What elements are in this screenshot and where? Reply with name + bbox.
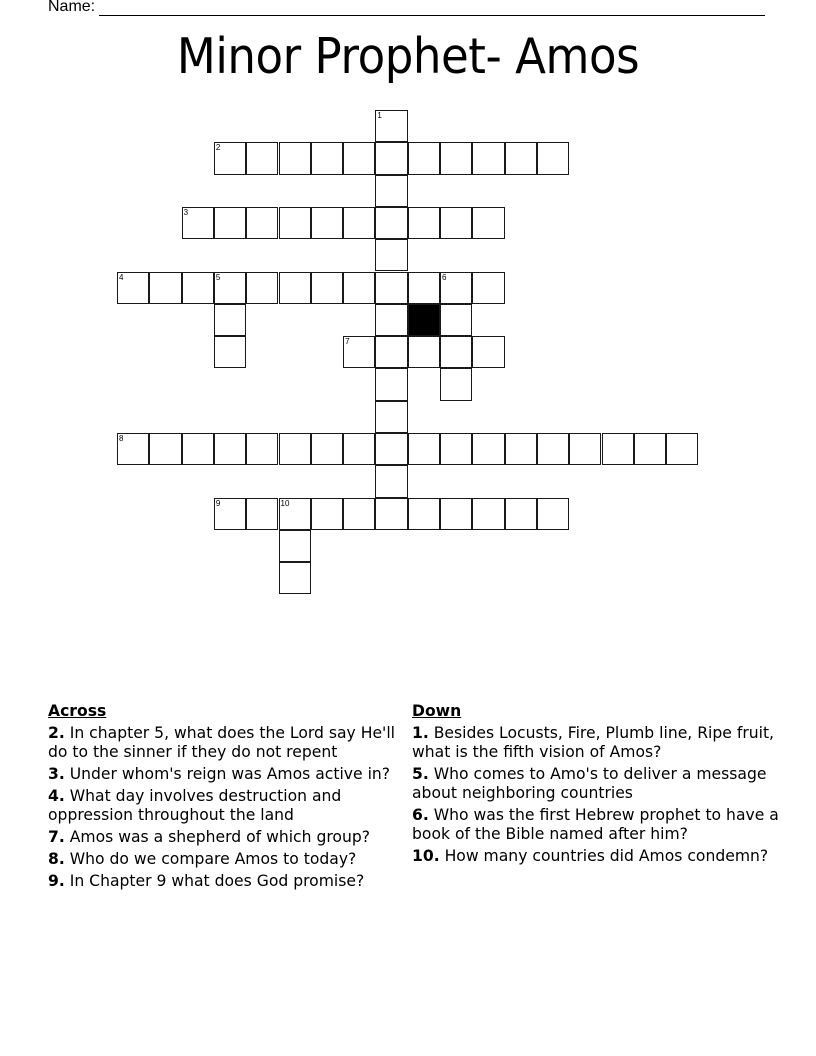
clue-number-label: 5.: [412, 765, 429, 783]
down-clue: [412, 806, 782, 844]
grid-cell[interactable]: [311, 433, 343, 465]
grid-cell[interactable]: [279, 142, 311, 174]
grid-cell[interactable]: [505, 498, 537, 530]
across-clues: [48, 702, 408, 891]
grid-cell[interactable]: [214, 142, 246, 174]
grid-cell[interactable]: [279, 207, 311, 239]
name-blank-line[interactable]: [99, 1, 765, 16]
grid-cell[interactable]: [569, 433, 601, 465]
grid-cell[interactable]: [279, 562, 311, 594]
down-heading: Down: [412, 702, 462, 720]
grid-cell[interactable]: [440, 336, 472, 368]
grid-cell[interactable]: [408, 272, 440, 304]
clue-text: Besides Locusts, Fire, Plumb line, Ripe fruit, what is the fifth vision of Amos?: [412, 724, 775, 761]
grid-cell[interactable]: [214, 304, 246, 336]
clue-number-label: 1.: [412, 724, 429, 742]
grid-cell[interactable]: [472, 272, 504, 304]
across-clue: [48, 872, 408, 891]
grid-cell[interactable]: [375, 498, 407, 530]
clue-text: Amos was a shepherd of which group?: [64, 828, 371, 846]
down-clue: [412, 847, 782, 866]
name-field: [48, 0, 765, 16]
grid-cell[interactable]: [375, 401, 407, 433]
grid-cell[interactable]: [472, 433, 504, 465]
grid-cell[interactable]: [440, 207, 472, 239]
down-clue: [412, 724, 782, 762]
grid-cell[interactable]: [246, 272, 278, 304]
clue-number: 7: [345, 337, 350, 347]
clue-number-label: 2.: [48, 724, 65, 742]
clue-text: Under whom's reign was Amos active in?: [64, 765, 391, 783]
clue-number: 6: [442, 272, 447, 282]
clue-text: What day involves destruction and oppression throughout the land: [48, 787, 342, 824]
grid-cell[interactable]: [472, 142, 504, 174]
grid-cell[interactable]: [343, 336, 375, 368]
grid-cell[interactable]: [246, 498, 278, 530]
clue-text: In chapter 5, what does the Lord say He'll do to the sinner if they do not repent: [48, 724, 396, 761]
black-cell: [408, 304, 440, 336]
grid-cell[interactable]: [440, 142, 472, 174]
down-clues: [412, 702, 782, 866]
grid-cell[interactable]: [375, 175, 407, 207]
grid-cell[interactable]: [311, 207, 343, 239]
grid-cell[interactable]: [375, 433, 407, 465]
page-title: Minor Prophet- Amos: [176, 28, 640, 85]
grid-cell[interactable]: [214, 272, 246, 304]
grid-cell[interactable]: [117, 433, 149, 465]
grid-cell[interactable]: [279, 530, 311, 562]
grid-cell[interactable]: [279, 272, 311, 304]
grid-cell[interactable]: [440, 498, 472, 530]
grid-cell[interactable]: [408, 336, 440, 368]
grid-cell[interactable]: [666, 433, 698, 465]
clue-number: 1: [377, 111, 382, 120]
grid-cell[interactable]: [408, 498, 440, 530]
grid-cell[interactable]: [214, 433, 246, 465]
clue-text: In Chapter 9 what does God promise?: [64, 872, 365, 890]
grid-cell[interactable]: [149, 433, 181, 465]
grid-cell[interactable]: [214, 336, 246, 368]
grid-cell[interactable]: [311, 498, 343, 530]
grid-cell[interactable]: [343, 142, 375, 174]
grid-cell[interactable]: [472, 336, 504, 368]
grid-cell[interactable]: [537, 498, 569, 530]
grid-cell[interactable]: [375, 207, 407, 239]
grid-cell[interactable]: [149, 272, 181, 304]
across-clue: [48, 724, 408, 762]
grid-cell[interactable]: [537, 433, 569, 465]
across-clue: [48, 787, 408, 825]
grid-cell[interactable]: [246, 207, 278, 239]
grid-cell[interactable]: [343, 207, 375, 239]
grid-cell[interactable]: [472, 207, 504, 239]
grid-cell[interactable]: [408, 142, 440, 174]
grid-cell[interactable]: [375, 110, 407, 142]
clue-number-label: 10.: [412, 847, 440, 865]
grid-cell[interactable]: [182, 207, 214, 239]
across-clue: [48, 850, 408, 869]
grid-cell[interactable]: [408, 433, 440, 465]
clue-number: 10: [280, 498, 290, 508]
grid-cell[interactable]: [375, 239, 407, 271]
grid-cell[interactable]: [440, 304, 472, 336]
grid-cell[interactable]: [182, 433, 214, 465]
clue-number: 3: [183, 207, 189, 217]
grid-cell[interactable]: [343, 272, 375, 304]
clue-text: Who do we compare Amos to today?: [64, 850, 357, 868]
grid-cell[interactable]: [375, 465, 407, 497]
grid-cell[interactable]: [634, 433, 666, 465]
grid-cell[interactable]: [279, 433, 311, 465]
grid-cell[interactable]: [440, 368, 472, 400]
grid-cell[interactable]: [440, 272, 472, 304]
grid-cell[interactable]: [375, 142, 407, 174]
grid-cell[interactable]: [440, 433, 472, 465]
clue-number-label: 6.: [412, 806, 429, 824]
grid-cell[interactable]: [505, 433, 537, 465]
grid-cell[interactable]: [375, 272, 407, 304]
grid-cell[interactable]: [279, 498, 311, 530]
clue-text: Who comes to Amo's to deliver a message about neighboring countries: [412, 765, 767, 802]
across-clue: [48, 765, 408, 784]
grid-cell[interactable]: [343, 498, 375, 530]
clue-number: 5: [215, 272, 221, 282]
clue-number: 4: [119, 272, 124, 282]
grid-cell[interactable]: [117, 272, 149, 304]
name-label: Name:: [48, 0, 96, 15]
grid-cell[interactable]: [505, 142, 537, 174]
grid-cell[interactable]: [343, 433, 375, 465]
clue-number: 9: [215, 498, 221, 508]
down-clue: [412, 765, 782, 803]
grid-cell[interactable]: [311, 142, 343, 174]
grid-cell[interactable]: [537, 142, 569, 174]
grid-cell[interactable]: [602, 433, 634, 465]
grid-cell[interactable]: [375, 368, 407, 400]
grid-cell[interactable]: [408, 207, 440, 239]
grid-cell[interactable]: [214, 207, 246, 239]
clue-number-label: 8.: [48, 850, 65, 868]
clue-number-label: 9.: [48, 872, 65, 890]
clue-number: 8: [119, 434, 124, 443]
clue-text: Who was the first Hebrew prophet to have a book of the Bible named after him?: [412, 806, 779, 843]
grid-cell[interactable]: [375, 336, 407, 368]
grid-cell[interactable]: [246, 433, 278, 465]
grid-cell[interactable]: [375, 304, 407, 336]
clue-number-label: 4.: [48, 787, 65, 805]
grid-cell[interactable]: [182, 272, 214, 304]
grid-cell[interactable]: [472, 498, 504, 530]
clue-number-label: 7.: [48, 828, 65, 846]
grid-cell[interactable]: [246, 142, 278, 174]
clue-number-label: 3.: [48, 765, 65, 783]
clue-number: 2: [215, 143, 221, 153]
grid-cell[interactable]: [214, 498, 246, 530]
across-heading: Across: [48, 702, 107, 720]
grid-cell[interactable]: [311, 272, 343, 304]
clue-text: How many countries did Amos condemn?: [439, 847, 769, 865]
across-clue: [48, 828, 408, 847]
